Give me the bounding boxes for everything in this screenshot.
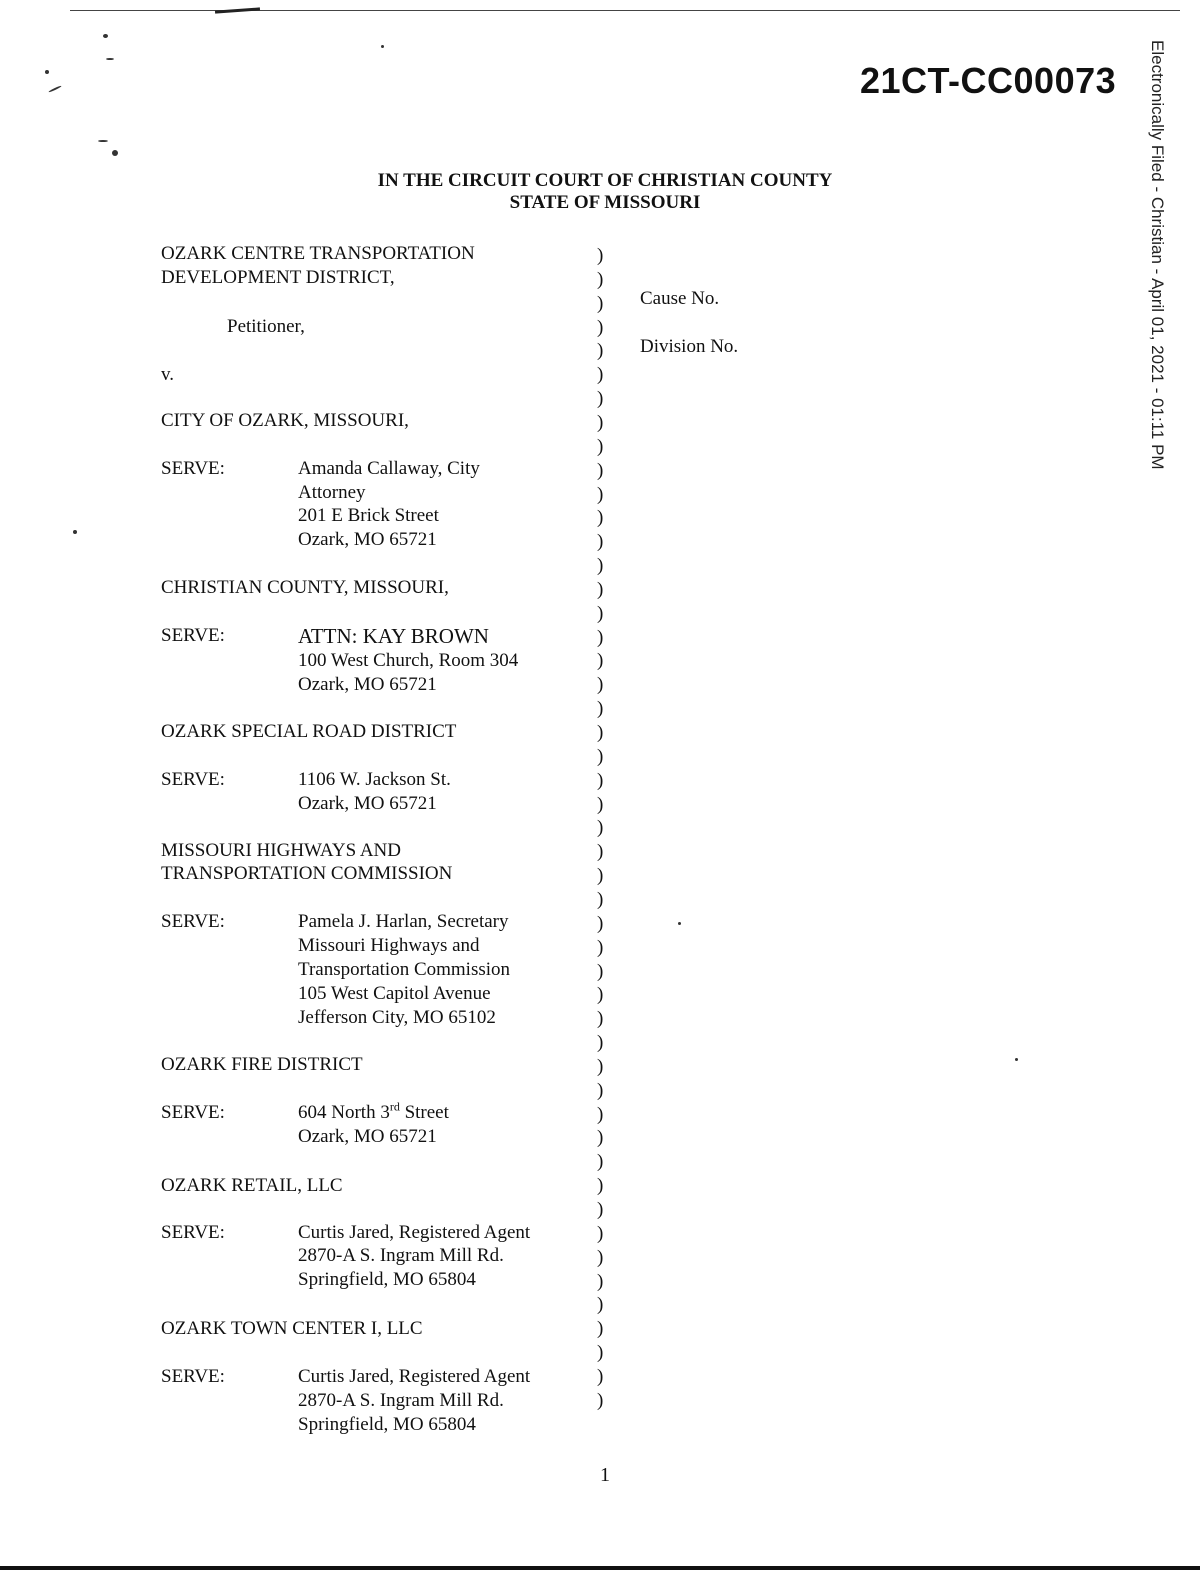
scan-speck: [381, 45, 384, 48]
caption-parenthesis: ): [597, 1056, 604, 1077]
caption-parenthesis: ): [597, 627, 604, 648]
bottom-scan-line: [0, 1566, 1200, 1570]
serve-address-line: Ozark, MO 65721: [298, 529, 437, 550]
caption-parenthesis: ): [597, 1318, 604, 1339]
caption-parenthesis: ): [597, 1175, 604, 1196]
serve-address-line: Springfield, MO 65804: [298, 1269, 476, 1290]
caption-parenthesis: ): [597, 340, 604, 361]
respondent-mhtc-name-line2: TRANSPORTATION COMMISSION: [161, 863, 453, 884]
caption-parenthesis: ): [597, 1151, 604, 1172]
petitioner-name-line2: DEVELOPMENT DISTRICT,: [161, 267, 395, 288]
caption-parenthesis: ): [597, 1199, 604, 1220]
serve-label: SERVE:: [161, 1366, 225, 1387]
caption-parenthesis: ): [597, 555, 604, 576]
division-number-label: Division No.: [640, 336, 739, 357]
caption-parenthesis: ): [597, 841, 604, 862]
top-scan-mark: [215, 7, 260, 13]
caption-parenthesis: ): [597, 889, 604, 910]
caption-parenthesis: ): [597, 1247, 604, 1268]
caption-parenthesis: ): [597, 1080, 604, 1101]
court-heading-line1: IN THE CIRCUIT COURT OF CHRISTIAN COUNTY: [377, 170, 833, 191]
caption-parenthesis: ): [597, 388, 604, 409]
respondent-retail-name: OZARK RETAIL, LLC: [161, 1175, 343, 1196]
caption-parenthesis: ): [597, 484, 604, 505]
serve-label: SERVE:: [161, 625, 225, 646]
caption-parenthesis: ): [597, 1342, 604, 1363]
versus-label: v.: [161, 364, 175, 385]
serve-address-line: Ozark, MO 65721: [298, 793, 437, 814]
caption-parenthesis: ): [597, 794, 604, 815]
caption-parenthesis: ): [597, 436, 604, 457]
caption-parenthesis: ): [597, 1271, 604, 1292]
serve-address-line: 201 E Brick Street: [298, 505, 439, 526]
scan-speck: [1015, 1058, 1018, 1061]
caption-parenthesis: ): [597, 674, 604, 695]
scan-speck: [45, 70, 49, 74]
caption-parenthesis: ): [597, 650, 604, 671]
scan-speck: [73, 530, 77, 534]
efiled-stamp: Electronically Filed - Christian - April 01, 2021 - 01:11 PM: [1148, 40, 1167, 470]
serve-label: SERVE:: [161, 1222, 225, 1243]
serve-address-line: Curtis Jared, Registered Agent: [298, 1366, 531, 1387]
petitioner-name-line1: OZARK CENTRE TRANSPORTATION: [161, 243, 475, 264]
scan-speck: [678, 922, 681, 925]
serve-address-line: 100 West Church, Room 304: [298, 650, 519, 671]
serve-address-line: Attorney: [298, 482, 366, 503]
serve-label: SERVE:: [161, 911, 225, 932]
scan-speck: [106, 58, 114, 60]
scan-speck: [112, 150, 118, 156]
caption-parenthesis: ): [597, 865, 604, 886]
caption-parenthesis: ): [597, 1008, 604, 1029]
caption-parenthesis: ): [597, 1223, 604, 1244]
serve-address-line: Jefferson City, MO 65102: [298, 1007, 496, 1028]
caption-parenthesis: ): [597, 746, 604, 767]
serve-label: SERVE:: [161, 1102, 225, 1123]
caption-parenthesis: ): [597, 460, 604, 481]
caption-parenthesis: ): [597, 984, 604, 1005]
page-number: 1: [600, 1464, 610, 1486]
serve-address-line: 1106 W. Jackson St.: [298, 769, 451, 790]
caption-parenthesis: ): [597, 317, 604, 338]
serve-address-line: ATTN: KAY BROWN: [298, 624, 489, 648]
caption-parenthesis: ): [597, 770, 604, 791]
caption-parenthesis: ): [597, 1390, 604, 1411]
caption-parenthesis: ): [597, 817, 604, 838]
petitioner-role: Petitioner,: [227, 316, 305, 337]
caption-parenthesis: ): [597, 1294, 604, 1315]
serve-address-line: Ozark, MO 65721: [298, 1126, 437, 1147]
caption-parenthesis: ): [597, 1032, 604, 1053]
caption-parenthesis: ): [597, 698, 604, 719]
serve-label: SERVE:: [161, 769, 225, 790]
serve-address-line: Curtis Jared, Registered Agent: [298, 1222, 531, 1243]
caption-parenthesis: ): [597, 1366, 604, 1387]
serve-address-line: 2870-A S. Ingram Mill Rd.: [298, 1245, 504, 1266]
serve-address-line: Missouri Highways and: [298, 935, 480, 956]
serve-label: SERVE:: [161, 458, 225, 479]
respondent-city-name: CITY OF OZARK, MISSOURI,: [161, 410, 409, 431]
serve-address-line: Ozark, MO 65721: [298, 674, 437, 695]
caption-parenthesis: ): [597, 1127, 604, 1148]
caption-parenthesis: ): [597, 961, 604, 982]
caption-parenthesis: ): [597, 579, 604, 600]
caption-parenthesis: ): [597, 531, 604, 552]
street-text: Street: [399, 1102, 449, 1123]
caption-parenthesis: ): [597, 412, 604, 433]
caption-parenthesis: ): [597, 364, 604, 385]
court-heading-line2: STATE OF MISSOURI: [509, 192, 701, 213]
court-heading: [300, 170, 910, 214]
caption-parenthesis: ): [597, 603, 604, 624]
caption-parenthesis: ): [597, 293, 604, 314]
respondent-fire-district-name: OZARK FIRE DISTRICT: [161, 1054, 363, 1075]
scan-speck: [103, 34, 108, 38]
serve-address-line: Pamela J. Harlan, Secretary: [298, 911, 509, 932]
serve-address-line: 105 West Capitol Avenue: [298, 983, 491, 1004]
serve-address-line: 2870-A S. Ingram Mill Rd.: [298, 1390, 504, 1411]
caption-parenthesis: ): [597, 269, 604, 290]
caption-parenthesis: ): [597, 1104, 604, 1125]
caption-parenthesis: ): [597, 245, 604, 266]
ordinal-suffix: rd: [389, 1099, 400, 1114]
respondent-county-name: CHRISTIAN COUNTY, MISSOURI,: [161, 577, 449, 598]
caption-parenthesis: ): [597, 913, 604, 934]
street-text: 604 North 3: [298, 1102, 390, 1123]
respondent-mhtc-name-line1: MISSOURI HIGHWAYS AND: [161, 840, 401, 861]
serve-address-line: [298, 1101, 449, 1125]
scan-speck: [48, 85, 62, 93]
serve-address-line: Amanda Callaway, City: [298, 458, 480, 479]
case-number: 21CT-CC00073: [860, 60, 1117, 101]
caption-parenthesis: ): [597, 507, 604, 528]
scan-speck: [98, 140, 108, 142]
cause-number-label: Cause No.: [640, 288, 720, 309]
serve-address-line: Transportation Commission: [298, 959, 511, 980]
caption-parenthesis: ): [597, 722, 604, 743]
respondent-town-center-name: OZARK TOWN CENTER I, LLC: [161, 1318, 423, 1339]
caption-parenthesis: ): [597, 937, 604, 958]
respondent-road-district-name: OZARK SPECIAL ROAD DISTRICT: [161, 721, 457, 742]
serve-address-line: Springfield, MO 65804: [298, 1414, 476, 1435]
